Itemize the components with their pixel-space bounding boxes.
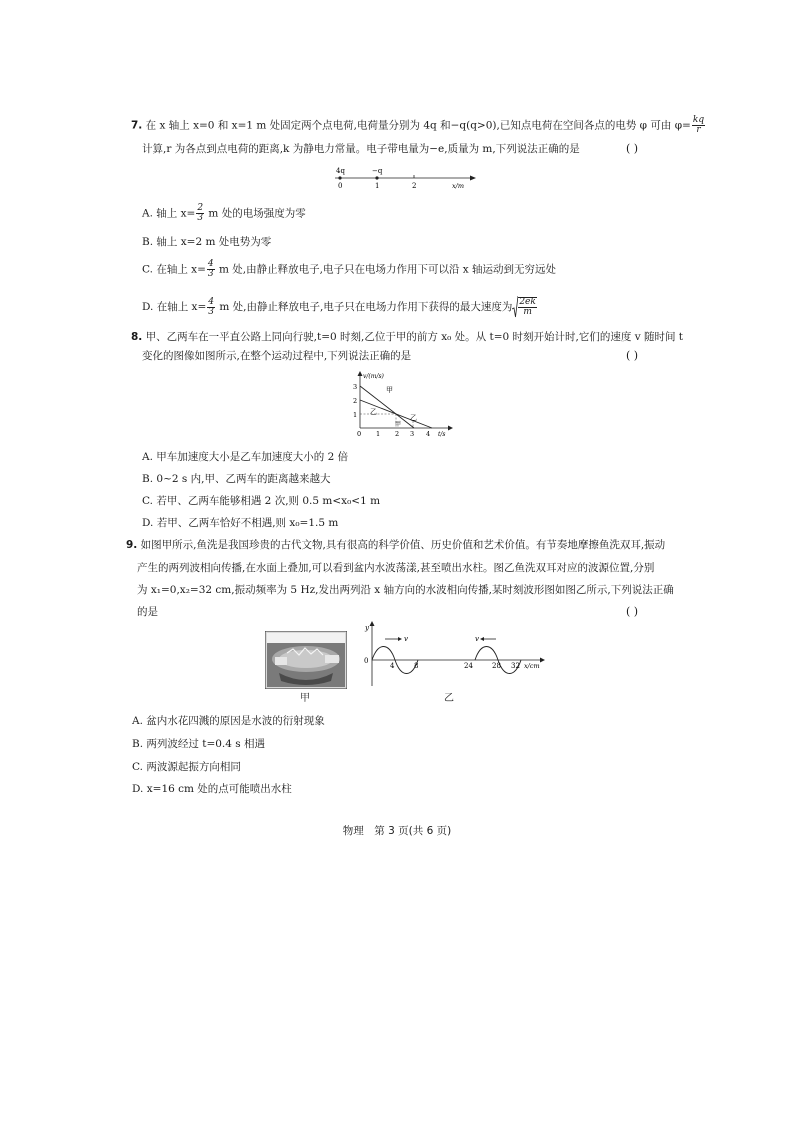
q9-tick-24: 24 xyxy=(464,662,473,670)
q7-line1 xyxy=(131,116,706,135)
q9-tick-8: 8 xyxy=(414,662,419,670)
q8-xtick-4: 4 xyxy=(426,430,431,438)
q9-answer-paren: ( ) xyxy=(626,605,639,618)
q8-label-jia: 甲 xyxy=(386,386,393,394)
q8-ytick-2: 2 xyxy=(353,397,358,405)
q9-option-d: D. x=16 cm 处的点可能喷出水柱 xyxy=(132,783,292,795)
q8-y-axis-label: v/(m/s) xyxy=(363,373,384,380)
q8-number: 8. xyxy=(131,331,143,343)
q8-stem-1: 甲、乙两车在一平直公路上同向行驶,t=0 时刻,乙位于甲的前方 x₀ 处。从 t=0 时刻开始计时,它们的速度 v 随时间 t xyxy=(145,331,684,343)
q8-option-c: C. 若甲、乙两车能够相遇 2 次,则 0.5 m<x₀<1 m xyxy=(142,495,381,507)
q7-tick-0: 0 xyxy=(338,182,343,190)
q8-ytick-3: 3 xyxy=(353,383,358,391)
q9-line2: 产生的两列波相向传播,在水面上叠加,可以看到盆内水波荡漾,甚至喷出水柱。图乙鱼洗双耳对应的波源位置,分别 xyxy=(137,562,655,574)
q7-tick-1: 1 xyxy=(375,182,380,190)
q8-answer-paren: ( ) xyxy=(626,349,639,362)
q7-charge-neg-q: −q xyxy=(372,167,383,175)
q7-answer-paren: ( ) xyxy=(626,142,639,155)
q8-xtick-1: 1 xyxy=(376,430,381,438)
q7-option-c: C. 在轴上 x= $\frac{4}{3}$ m 处,由静止释放电子,电子只在电场力作用下可以沿 x 轴运动到无穷远处 xyxy=(142,259,557,279)
q7-sqrt-expression: $\frac{2ek}{m}$ xyxy=(512,295,538,319)
q7-option-b: B. 轴上 x=2 m 处电势为零 xyxy=(142,236,272,248)
page-footer: 物理 第 3 页(共 6 页) xyxy=(342,825,452,837)
q9-option-a: A. 盆内水花四溅的原因是水波的衍射现象 xyxy=(132,715,325,727)
q9-y-axis-label: y xyxy=(365,624,369,632)
q9-line3: 为 x₁=0,x₂=32 cm,振动频率为 5 Hz,发出两列沿 x 轴方向的水波相向传播,某时刻波形图如图乙所示,下列说法正确 xyxy=(137,584,674,596)
q9-figure-yi-caption: 乙 xyxy=(444,693,454,704)
q9-fish-basin-photo xyxy=(265,631,347,689)
q8-line2: 变化的图像如图所示,在整个运动过程中,下列说法正确的是 xyxy=(142,350,412,362)
q9-wave-figure xyxy=(360,620,550,690)
q9-v-left: v xyxy=(404,635,408,643)
q7-tick-2: 2 xyxy=(412,182,417,190)
q9-v-right: v xyxy=(475,635,479,643)
q7-potential-fraction: $\frac{kq}{r}$ xyxy=(692,115,705,135)
q9-line1 xyxy=(126,538,665,552)
q9-origin-label: 0 xyxy=(364,657,369,665)
q8-line1 xyxy=(131,330,683,344)
q8-xtick-3: 3 xyxy=(410,430,415,438)
q9-stem-1: 如图甲所示,鱼洗是我国珍贵的古代文物,具有很高的科学价值、历史价值和艺术价值。有节奏地摩擦鱼洗双耳,振动 xyxy=(140,539,666,551)
q8-xtick-2: 2 xyxy=(395,430,400,438)
q7-number: 7. xyxy=(131,119,143,132)
q8-option-d: D. 若甲、乙两车恰好不相遇,则 x₀=1.5 m xyxy=(142,517,339,529)
q8-label-jia-2: 甲 xyxy=(395,421,402,428)
q8-option-b: B. 0~2 s 内,甲、乙两车的距离越来越大 xyxy=(142,473,331,485)
q8-label-yi-2: 乙 xyxy=(410,414,417,422)
q8-x-axis-label: t/s xyxy=(438,431,446,438)
q9-figure-jia-caption: 甲 xyxy=(300,693,310,704)
q7-option-d: D. 在轴上 x= $\frac{4}{3}$ m 处,由静止释放电子,电子只在电场力作用下获得的最大速度为 $\frac{2ek}{m}$ xyxy=(142,296,536,317)
q9-tick-32: 32 xyxy=(511,662,520,670)
q7-axis-label: x/m xyxy=(452,182,465,190)
q7-option-a: A. 轴上 x= $\frac{2}{3}$ m 处的电场强度为零 xyxy=(142,203,306,223)
q9-option-c: C. 两波源起振方向相同 xyxy=(132,761,241,773)
q9-option-b: B. 两列波经过 t=0.4 s 相遇 xyxy=(132,738,266,750)
q7-line2: 计算,r 为各点到点电荷的距离,k 为静电力常量。电子带电量为−e,质量为 m,下列说法正确的是 xyxy=(142,143,580,155)
q8-label-yi: 乙 xyxy=(370,408,377,416)
q9-line4: 的是 xyxy=(137,606,158,618)
q7-stem-1: 在 x 轴上 x=0 和 x=1 m 处固定两个点电荷,电荷量分别为 4q 和−q(q>0),已知点电荷在空间各点的电势 φ 可由 φ= xyxy=(145,119,691,132)
q9-tick-28: 28 xyxy=(492,662,501,670)
q9-x-axis-label: x/cm xyxy=(524,662,540,670)
q8-option-a: A. 甲车加速度大小是乙车加速度大小的 2 倍 xyxy=(142,451,349,463)
q7-charge-4q: 4q xyxy=(336,167,345,175)
q7-axis-figure xyxy=(330,164,480,192)
q8-vt-graph xyxy=(348,370,458,442)
q8-ytick-1: 1 xyxy=(353,411,358,419)
q8-xtick-0: 0 xyxy=(357,430,362,438)
q9-number: 9. xyxy=(126,539,138,551)
q9-tick-4: 4 xyxy=(390,662,395,670)
